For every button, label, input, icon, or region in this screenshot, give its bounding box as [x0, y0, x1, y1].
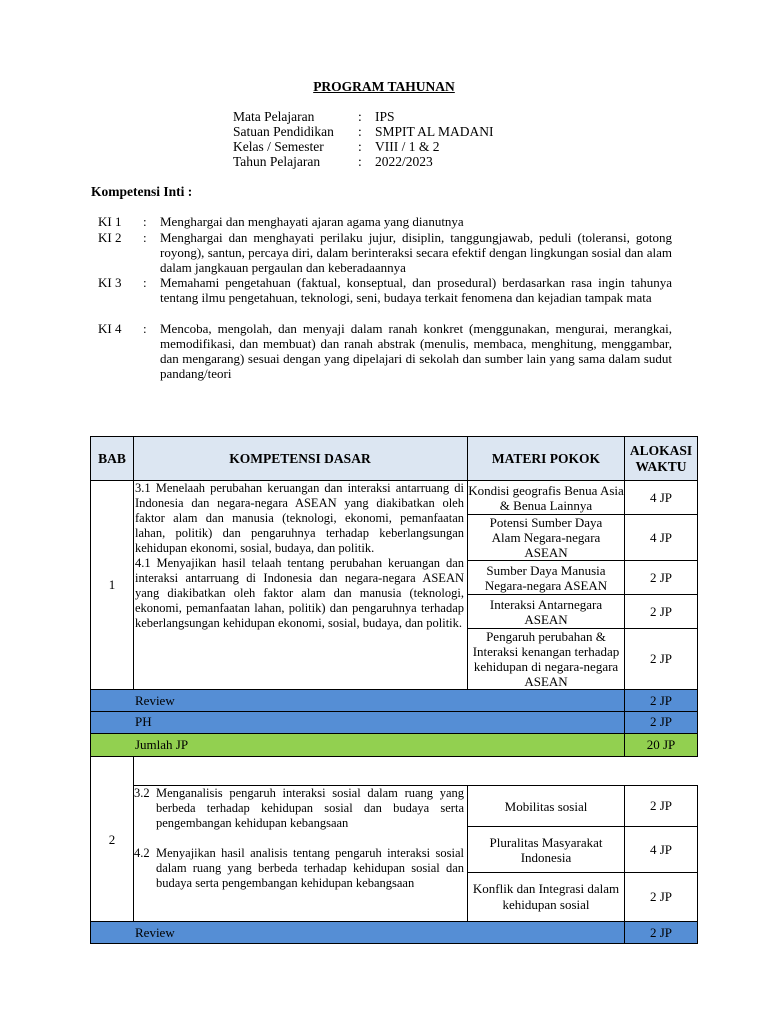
ki-heading: Kompetensi Inti :: [91, 184, 193, 199]
materi-pokok-cell: Interaksi Antarnegara ASEAN: [489, 596, 603, 627]
materi-pokok-cell: Pluralitas Masyarakat Indonesia: [489, 834, 603, 865]
grid-line: [697, 785, 698, 944]
meta-colon: :: [358, 154, 362, 169]
grid-line: [467, 514, 698, 515]
materi-pokok-cell: Konflik dan Integrasi dalam kehidupan sosial: [472, 881, 620, 912]
ki-code: KI 2: [98, 230, 122, 245]
meta-label: Kelas / Semester: [233, 139, 324, 154]
ki-code: KI 4: [98, 321, 122, 336]
ki-text: Memahami pengetahuan (faktual, konseptual, dan prosedural) berdasarkan rasa ingin tahunya tentang ilmu pengetahuan, teknologi, seni, budaya terkait fenomena dan kejadian tampak mata: [160, 275, 672, 305]
ph-label: PH: [135, 714, 152, 729]
review-jp: 2 JP: [649, 924, 673, 940]
materi-pokok-cell: Mobilitas sosial: [504, 798, 588, 814]
grid-line: [90, 480, 698, 481]
jp-cell: 2 JP: [649, 603, 673, 619]
materi-pokok-cell: Pengaruh perubahan & Interaksi kenangan terhadap kehidupan di negara-negara ASEAN: [472, 629, 620, 689]
header-bab: BAB: [91, 437, 133, 480]
grid-line: [90, 921, 698, 922]
ki-colon: :: [143, 230, 147, 245]
grid-line: [467, 436, 468, 690]
ki-code: KI 3: [98, 275, 122, 290]
grid-line: [467, 785, 468, 922]
kd-text: Menyajikan hasil analisis tentang pengaruh interaksi sosial dalam ruang yang berbeda terhadap kehidupan sosial dan budaya serta pengembangan kehidupan kebangsaan: [156, 846, 464, 890]
header-kompetensi-dasar: KOMPETENSI DASAR: [133, 437, 467, 480]
meta-label: Mata Pelajaran: [233, 109, 315, 124]
grid-line: [90, 436, 91, 757]
grid-line: [697, 436, 698, 757]
meta-label: Tahun Pelajaran: [233, 154, 321, 169]
grid-line: [90, 436, 698, 437]
review-jp: 2 JP: [649, 692, 673, 708]
header-materi-pokok: MATERI POKOK: [467, 437, 625, 480]
kd-number: 4.2: [134, 846, 150, 860]
grid-line: [133, 436, 134, 690]
ki-colon: :: [143, 214, 147, 229]
ki-colon: :: [143, 275, 147, 290]
jp-cell: 2 JP: [649, 569, 673, 585]
grid-line: [467, 826, 698, 827]
meta-colon: :: [358, 124, 362, 139]
bab-number: 1: [108, 576, 116, 592]
ki-text: Mencoba, mengolah, dan menyaji dalam ranah konkret (menggunakan, mengurai, merangkai, memodifikasi, dan membuat) dan ranah abstrak (menulis, membaca, menghitung, menggambar, dan mengarang) sesuai dengan yang dipelajari di sekolah dan sumber lain yang sama dalam sudut pandang/teori: [160, 321, 672, 381]
kompetensi-dasar-text: [134, 786, 464, 921]
jp-cell: 4 JP: [649, 841, 673, 857]
grid-line: [133, 756, 134, 922]
grid-line: [90, 689, 698, 690]
bab-number: 2: [108, 832, 116, 847]
review-label: Review: [135, 692, 175, 708]
grid-line: [467, 560, 698, 561]
meta-value: IPS: [375, 109, 395, 124]
grid-line: [133, 785, 698, 786]
ph-jp: 2 JP: [649, 714, 673, 729]
meta-colon: :: [358, 109, 362, 124]
total-jp: 20 JP: [646, 737, 676, 752]
grid-line: [90, 711, 698, 712]
ki-text: Menghargai dan menghayati ajaran agama yang dianutnya: [160, 214, 464, 229]
kompetensi-dasar-text: 3.1 Menelaah perubahan keruangan dan interaksi antarruang di Indonesia dan negara-negara ASEAN yang diakibatkan oleh faktor alam dan manusia (teknologi, ekonomi, pemanfaatan lahan, politik) dan pengaruhnya terhadap keberlangsungan kehidupan ekonomi, sosial, budaya, dan politik. 4.1 Menyajikan hasil telaah tentang perubahan keruangan dan interaksi antarruang di Indonesia dan negara-negara ASEAN yang diakibatkan oleh faktor alam dan manusia (teknologi, ekonomi, pemanfaatan lahan, politik) dan pengaruhnya terhadap keberlangsungan kehidupan ekonomi, sosial, budaya, dan politik.: [135, 481, 464, 630]
grid-line: [90, 943, 698, 944]
header-alokasi-waktu: ALOKASI WAKTU: [625, 437, 697, 480]
meta-value: VIII / 1 & 2: [375, 139, 440, 154]
meta-label: Satuan Pendidikan: [233, 124, 334, 139]
review-label: Review: [135, 924, 175, 940]
grid-line: [467, 628, 698, 629]
ki-text: Menghargai dan menghayati perilaku jujur, disiplin, tanggungjawab, peduli (toleransi, gotong royong), santun, percaya diri, dalam berinteraksi secara efektif dengan lingkungan sosial dan alam dalam jangkauan pergaulan dan keberadaannya: [160, 230, 672, 275]
total-label: Jumlah JP: [135, 737, 189, 752]
kd-number: 3.2: [134, 786, 150, 800]
meta-value: 2022/2023: [375, 154, 433, 169]
ki-code: KI 1: [98, 214, 122, 229]
jp-cell: 2 JP: [649, 651, 673, 666]
grid-line: [90, 733, 698, 734]
jp-cell: 4 JP: [649, 529, 673, 545]
meta-colon: :: [358, 139, 362, 154]
grid-line: [624, 436, 625, 690]
materi-pokok-cell: Kondisi geografis Benua Asia & Benua Lainnya: [468, 482, 624, 513]
jp-cell: 2 JP: [649, 889, 673, 904]
grid-line: [90, 756, 698, 757]
ki-colon: :: [143, 321, 147, 336]
grid-line: [624, 689, 625, 757]
kd-text: Menganalisis pengaruh interaksi sosial dalam ruang yang berbeda terhadap kehidupan sosial dan budaya serta pengembangan kehidupan kebangsaan: [156, 786, 464, 830]
meta-value: SMPIT AL MADANI: [375, 124, 494, 139]
jp-cell: 4 JP: [649, 489, 673, 505]
grid-line: [624, 785, 625, 944]
grid-line: [467, 872, 698, 873]
grid-line: [90, 756, 91, 944]
materi-pokok-cell: Potensi Sumber Daya Alam Negara-negara ASEAN: [489, 515, 603, 560]
page-title: PROGRAM TAHUNAN: [313, 79, 455, 94]
grid-line: [467, 594, 698, 595]
materi-pokok-cell: Sumber Daya Manusia Negara-negara ASEAN: [484, 562, 608, 593]
jp-cell: 2 JP: [649, 798, 673, 813]
